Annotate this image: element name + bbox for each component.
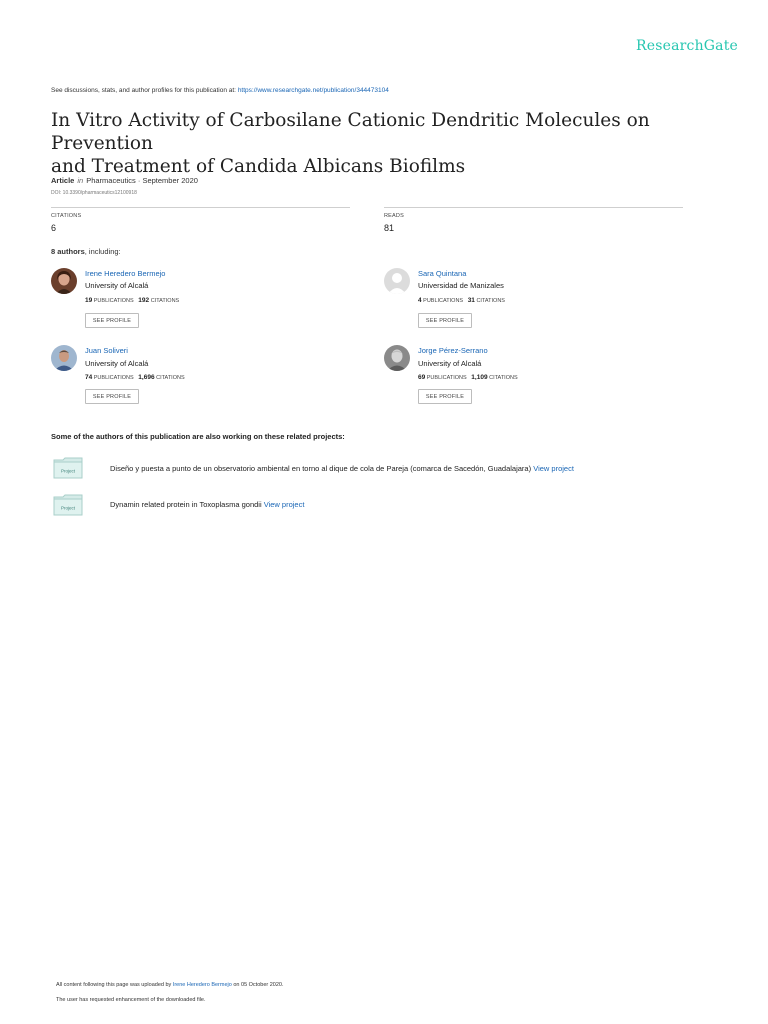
authors-suffix: , including: — [84, 247, 121, 256]
project-item — [110, 500, 304, 509]
citations-count: 1,696 — [138, 374, 155, 381]
citations-count: 192 — [138, 297, 150, 304]
project-icon-label: Project — [60, 468, 76, 474]
author-name-link[interactable]: Juan Soliveri — [85, 346, 128, 355]
see-discussions-text: See discussions, stats, and author profiles for this publication at: — [51, 87, 236, 94]
view-project-link[interactable]: View project — [533, 464, 574, 473]
article-meta — [51, 176, 198, 185]
related-projects-heading: Some of the authors of this publication are also working on these related projects: — [51, 432, 345, 441]
project-folder-icon[interactable] — [53, 494, 83, 514]
publications-count: 69 — [418, 374, 426, 381]
author-institution: University of Alcalá — [85, 281, 149, 290]
article-doi: DOI: 10.3390/pharmaceutics12100918 — [51, 190, 137, 196]
author-photo-icon — [51, 345, 77, 371]
divider-reads — [384, 207, 683, 208]
citations-label: CITATIONS — [156, 375, 185, 381]
author-stats — [418, 374, 518, 381]
reads-label: READS — [384, 213, 404, 219]
see-profile-button[interactable]: SEE PROFILE — [85, 313, 139, 328]
see-discussions-line — [51, 87, 389, 94]
author-institution: University of Alcalá — [85, 359, 149, 368]
citations-count: 31 — [467, 297, 475, 304]
author-stats — [85, 297, 179, 304]
enhancement-note: The user has requested enhancement of the downloaded file. — [56, 997, 206, 1003]
article-title-line-1: In Vitro Activity of Carbosilane Cationic Dendritic Molecules on Prevention — [51, 110, 650, 154]
reads-value: 81 — [384, 223, 395, 233]
author-institution: Universidad de Manizales — [418, 281, 504, 290]
citations-label: CITATIONS — [51, 213, 82, 219]
publications-count: 19 — [85, 297, 93, 304]
publication-url-link[interactable]: https://www.researchgate.net/publication/344473104 — [237, 87, 389, 94]
citations-label: CITATIONS — [476, 298, 505, 304]
researchgate-logo[interactable]: ResearchGate — [636, 38, 739, 54]
uploader-link[interactable]: Irene Heredero Bermejo — [172, 982, 232, 988]
journal-date: Pharmaceutics · September 2020 — [86, 176, 198, 185]
author-name-link[interactable]: Jorge Pérez-Serrano — [418, 346, 488, 355]
avatar[interactable] — [384, 345, 410, 371]
publications-label: PUBLICATIONS — [426, 375, 467, 381]
see-profile-button[interactable]: SEE PROFILE — [418, 389, 472, 404]
article-type: Article — [51, 176, 75, 185]
author-photo-icon — [384, 345, 410, 371]
citations-count: 1,109 — [471, 374, 488, 381]
project-folder-icon[interactable] — [53, 457, 83, 477]
default-avatar-icon — [384, 268, 410, 294]
upload-note-suffix: on 05 October 2020. — [233, 982, 284, 988]
publications-count: 4 — [418, 297, 422, 304]
see-profile-button[interactable]: SEE PROFILE — [418, 313, 472, 328]
upload-note-prefix: All content following this page was uploaded by — [56, 982, 172, 988]
project-item — [110, 464, 574, 473]
upload-note — [56, 982, 284, 988]
project-title: Diseño y puesta a punto de un observatorio ambiental en torno al dique de cola de Pareja (comarca de Sacedón, Guadalajara) — [110, 464, 532, 473]
authors-heading — [51, 247, 121, 256]
article-title — [51, 109, 731, 178]
author-name-link[interactable]: Irene Heredero Bermejo — [85, 269, 166, 278]
publications-label: PUBLICATIONS — [423, 298, 464, 304]
publications-label: PUBLICATIONS — [93, 375, 134, 381]
citations-label: CITATIONS — [489, 375, 518, 381]
author-stats — [418, 297, 505, 304]
avatar[interactable] — [51, 345, 77, 371]
project-icon-label: Project — [60, 505, 76, 511]
author-stats — [85, 374, 185, 381]
citations-value: 6 — [51, 223, 57, 233]
citations-label: CITATIONS — [150, 298, 180, 304]
publications-count: 74 — [85, 374, 93, 381]
project-title: Dynamin related protein in Toxoplasma gondii — [110, 500, 262, 509]
author-photo-icon — [51, 268, 77, 294]
publications-label: PUBLICATIONS — [93, 298, 134, 304]
in-label: in — [77, 176, 84, 185]
divider-citations — [51, 207, 350, 208]
authors-count: 8 authors — [51, 247, 85, 256]
view-project-link[interactable]: View project — [263, 500, 305, 509]
avatar[interactable] — [51, 268, 77, 294]
author-name-link[interactable]: Sara Quintana — [418, 269, 467, 278]
author-institution: University of Alcalá — [418, 359, 482, 368]
avatar[interactable] — [384, 268, 410, 294]
see-profile-button[interactable]: SEE PROFILE — [85, 389, 139, 404]
article-title-line-2: and Treatment of Candida Albicans Biofilms — [51, 156, 466, 177]
